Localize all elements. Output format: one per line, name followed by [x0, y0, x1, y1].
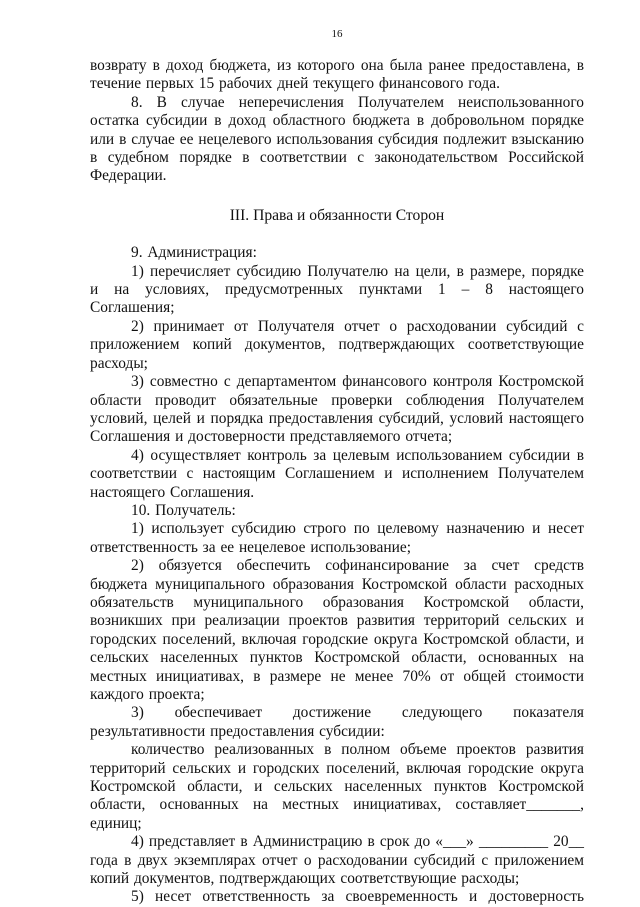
paragraph-clause-9-item-4: 4) осуществляет контроль за целевым использованием субсидии в соответствии с настоящим Соглашением и исполнением Получателем настоящего Соглашения. — [90, 446, 584, 501]
paragraph-clause-10-item-3: 3) обеспечивает достижение следующего показателя результативности предоставления субсидии: — [90, 704, 584, 740]
paragraph-clause-9-item-2: 2) принимает от Получателя отчет о расходовании субсидий с приложением копий документов, подтверждающих соответствующие расходы; — [90, 317, 584, 372]
paragraph-clause-10-title: 10. Получатель: — [131, 501, 236, 519]
paragraph-clause-8: 8. В случае неперечисления Получателем неиспользованного остатка субсидии в доход областного бюджета в добровольном порядке или в случае ее нецелевого использования субсидия подлежит взысканию в судебном порядке в соответствии с законодательством Российской Федерации. — [90, 93, 584, 185]
paragraph-clause-10-item-1: 1) использует субсидию строго по целевому назначению и несет ответственность за ее нецелевое использование; — [90, 520, 584, 556]
paragraph-continuation: возврату в доход бюджета, из которого она была ранее предоставлена, в течение первых 15 рабочих дней текущего финансового года. — [90, 57, 584, 93]
paragraph-clause-9-title: 9. Администрация: — [131, 244, 257, 262]
page-number: 16 — [331, 28, 343, 40]
paragraph-clause-10-item-5: 5) несет ответственность за своевременность и достоверность — [131, 888, 584, 906]
document-body — [90, 57, 584, 907]
paragraph-clause-10-item-2: 2) обязуется обеспечить софинансирование за счет средств бюджета муниципального образования Костромской области расходных обязательств муниципального образования Костромской области, возникших при реализации проектов развития территорий сельских и городских поселений, включая городские округа Костромской области, и сельских населенных пунктов Костромской области, основанных на местных инициативах, в размере не менее 70% от общей стоимости каждого проекта; — [90, 557, 584, 703]
section-heading: III. Права и обязанности Сторон — [229, 206, 445, 224]
paragraph-clause-9-item-3: 3) совместно с департаментом финансового контроля Костромской области проводит обязательные проверки соблюдения Получателем условий, целей и порядка предоставления субсидий, условий настоящего Соглашения и достоверности представляемого отчета; — [90, 373, 584, 446]
paragraph-clause-10-item-4: 4) представляет в Администрацию в срок до «___» _________ 20__ года в двух экземплярах отчет о расходовании субсидий с приложением копий документов, подтверждающих соответствующие расходы; — [90, 833, 584, 888]
paragraph-clause-9-item-1: 1) перечисляет субсидию Получателю на цели, в размере, порядке и на условиях, предусмотренных пунктами 1 – 8 настоящего Соглашения; — [90, 262, 584, 317]
paragraph-indicator-text: количество реализованных в полном объеме проектов развития территорий сельских и городских поселений, включая городские округа Костромской области, и сельских населенных пунктов Костромской области, основанных на местных инициативах, составляет_______, единиц; — [90, 741, 584, 832]
